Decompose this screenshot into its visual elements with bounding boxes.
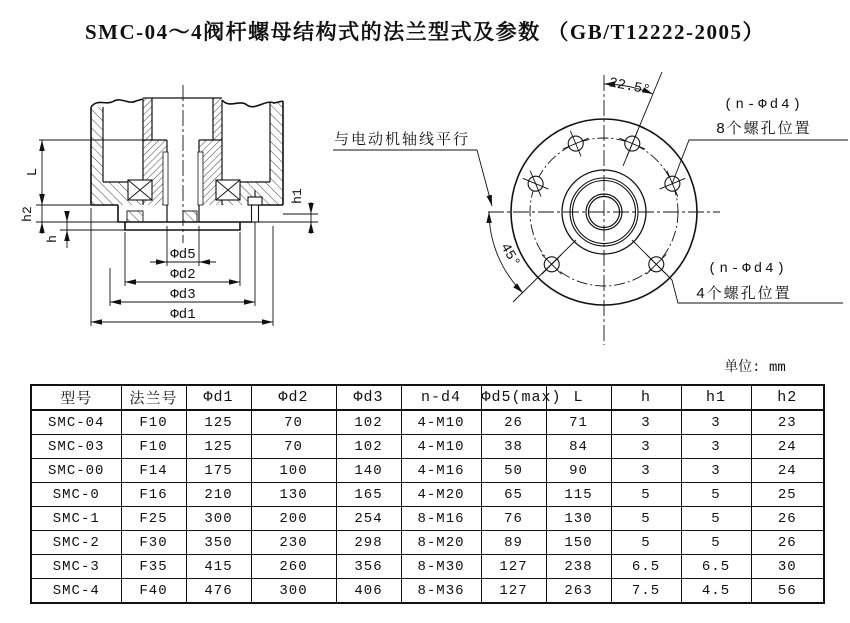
table-cell: 26: [751, 507, 824, 531]
page-title: SMC-04～4阀杆螺母结构式的法兰型式及参数 （GB/T12222-2005）: [84, 20, 766, 44]
column-header: Φd3: [336, 385, 401, 410]
table-cell: 115: [546, 483, 611, 507]
h1-dimension: [252, 202, 318, 234]
flange-view: [333, 72, 848, 345]
column-header: L: [546, 385, 611, 410]
table-cell: 100: [251, 459, 336, 483]
callout-4-holes-line2: 4个螺孔位置: [696, 285, 792, 302]
table-cell: 200: [251, 507, 336, 531]
table-cell: SMC-03: [31, 435, 121, 459]
dim-d3: Φd3: [170, 287, 196, 303]
table-cell: 254: [336, 507, 401, 531]
table-cell: 6.5: [611, 555, 681, 579]
table-row: [31, 531, 824, 555]
unit-label: 单位: mm: [724, 360, 786, 376]
table-cell: 70: [251, 410, 336, 435]
table-cell: SMC-4: [31, 579, 121, 604]
table-cell: 56: [751, 579, 824, 604]
table-cell: 130: [251, 483, 336, 507]
table-cell: 102: [336, 435, 401, 459]
column-header: h2: [751, 385, 824, 410]
table-cell: F40: [121, 579, 186, 604]
column-header: h1: [681, 385, 751, 410]
table-cell: 84: [546, 435, 611, 459]
table-cell: 406: [336, 579, 401, 604]
table-cell: 4-M10: [401, 435, 481, 459]
table-cell: 263: [546, 579, 611, 604]
column-header: n-d4: [401, 385, 481, 410]
table-cell: 3: [611, 459, 681, 483]
table-cell: 3: [681, 459, 751, 483]
table-cell: 65: [481, 483, 546, 507]
table-cell: SMC-1: [31, 507, 121, 531]
table-cell: F10: [121, 410, 186, 435]
table-cell: 298: [336, 531, 401, 555]
table-cell: 8-M36: [401, 579, 481, 604]
dim-h1: h1: [290, 188, 305, 204]
table-cell: 230: [251, 531, 336, 555]
table-row: [31, 385, 824, 410]
table-cell: 415: [186, 555, 251, 579]
dim-L: L: [25, 167, 41, 177]
table-cell: SMC-04: [31, 410, 121, 435]
flange-table: [30, 384, 825, 604]
axis-note-leader: [333, 150, 492, 206]
dim-d2: Φd2: [170, 267, 196, 283]
table-row: [31, 579, 824, 604]
table-cell: 89: [481, 531, 546, 555]
table-cell: 38: [481, 435, 546, 459]
table-cell: F35: [121, 555, 186, 579]
table-cell: SMC-3: [31, 555, 121, 579]
table-row: [31, 483, 824, 507]
dim-d5: Φd5: [170, 247, 196, 263]
table-cell: 5: [681, 507, 751, 531]
table-row: [31, 410, 824, 435]
table-cell: 150: [546, 531, 611, 555]
table-cell: 76: [481, 507, 546, 531]
table-row: [31, 435, 824, 459]
axis-note-label: 与电动机轴线平行: [334, 131, 471, 148]
table-row: [31, 459, 824, 483]
table-cell: 7.5: [611, 579, 681, 604]
column-header: Φd5(max): [481, 385, 546, 410]
table-cell: 50: [481, 459, 546, 483]
dim-d1: Φd1: [170, 307, 196, 323]
section-view: [20, 85, 318, 326]
table-cell: 26: [481, 410, 546, 435]
table-cell: 5: [611, 531, 681, 555]
table-cell: SMC-0: [31, 483, 121, 507]
dim-h: h: [45, 235, 60, 243]
column-header: 型号: [31, 385, 121, 410]
table-cell: 8-M20: [401, 531, 481, 555]
table-cell: 300: [251, 579, 336, 604]
table-cell: 4-M16: [401, 459, 481, 483]
table-cell: 5: [681, 483, 751, 507]
table-cell: 130: [546, 507, 611, 531]
table-cell: 5: [681, 531, 751, 555]
table-cell: 8-M30: [401, 555, 481, 579]
table-cell: 260: [251, 555, 336, 579]
table-cell: 165: [336, 483, 401, 507]
table-cell: 102: [336, 410, 401, 435]
table-cell: 8-M16: [401, 507, 481, 531]
table-cell: 140: [336, 459, 401, 483]
column-header: h: [611, 385, 681, 410]
table-cell: F10: [121, 435, 186, 459]
table-cell: 3: [611, 435, 681, 459]
callout-8-holes-line2: 8个螺孔位置: [716, 120, 812, 137]
table-cell: 4.5: [681, 579, 751, 604]
callout-8-holes-line1: (n-Φd4): [724, 97, 804, 113]
table-cell: SMC-2: [31, 531, 121, 555]
dim-h2: h2: [20, 206, 35, 222]
table-cell: 3: [681, 410, 751, 435]
table-cell: SMC-00: [31, 459, 121, 483]
table-cell: 210: [186, 483, 251, 507]
table-cell: F16: [121, 483, 186, 507]
table-cell: 24: [751, 435, 824, 459]
callout-4-holes-line1: (n-Φd4): [708, 261, 788, 277]
table-cell: 127: [481, 579, 546, 604]
column-header: 法兰号: [121, 385, 186, 410]
table-cell: 125: [186, 410, 251, 435]
table-cell: 6.5: [681, 555, 751, 579]
table-cell: 175: [186, 459, 251, 483]
table-cell: 30: [751, 555, 824, 579]
callout-8-holes-leader: [672, 140, 848, 184]
table-cell: 4-M20: [401, 483, 481, 507]
table-row: [31, 507, 824, 531]
table-cell: F14: [121, 459, 186, 483]
angle-22-5-label: 22.5°: [607, 75, 652, 99]
table-cell: 356: [336, 555, 401, 579]
table-cell: 71: [546, 410, 611, 435]
bearing-symbol: [128, 180, 240, 200]
column-header: Φd2: [251, 385, 336, 410]
table-cell: 25: [751, 483, 824, 507]
table-cell: 300: [186, 507, 251, 531]
column-header: Φd1: [186, 385, 251, 410]
table-cell: 26: [751, 531, 824, 555]
table-cell: 125: [186, 435, 251, 459]
table-cell: 3: [611, 410, 681, 435]
table-cell: 23: [751, 410, 824, 435]
table-row: [31, 555, 824, 579]
table-cell: 5: [611, 483, 681, 507]
table-cell: 350: [186, 531, 251, 555]
table-cell: 238: [546, 555, 611, 579]
table-cell: 127: [481, 555, 546, 579]
table-cell: 90: [546, 459, 611, 483]
table-cell: F30: [121, 531, 186, 555]
table-cell: F25: [121, 507, 186, 531]
table-cell: 5: [611, 507, 681, 531]
table-cell: 70: [251, 435, 336, 459]
table-cell: 3: [681, 435, 751, 459]
table-cell: 24: [751, 459, 824, 483]
table-cell: 4-M10: [401, 410, 481, 435]
angle-45-label: 45°: [496, 240, 523, 271]
table-cell: 476: [186, 579, 251, 604]
